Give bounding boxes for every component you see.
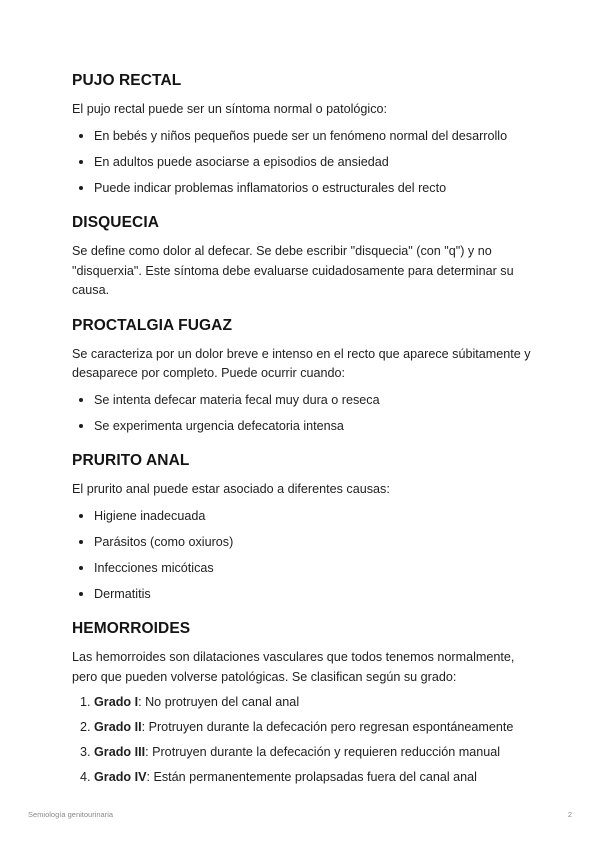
grade-label: Grado III: [94, 745, 146, 759]
list-item: [94, 768, 532, 788]
footer-document-title: Semiología genitourinaria: [28, 810, 114, 819]
section-intro: El prurito anal puede estar asociado a diferentes causas:: [72, 482, 390, 496]
list-item: • Infecciones micóticas: [94, 558, 532, 579]
numbered-list: [72, 693, 532, 788]
section-title: HEMORROIDES: [72, 620, 191, 637]
section-intro: El pujo rectal puede ser un síntoma normal o patológico:: [72, 102, 388, 116]
grade-text: : No protruyen del canal anal: [138, 695, 300, 709]
section-intro: Las hemorroides son dilataciones vasculares que todos tenemos normalmente, pero que pueden volverse patológicas. Se clasifican según su grado:: [72, 650, 515, 684]
grade-text: : Están permanentemente prolapsadas fuera del canal anal: [146, 770, 477, 784]
section-title: DISQUECIA: [72, 214, 160, 231]
section-title: PUJO RECTAL: [72, 72, 182, 89]
section-hemorroides: [72, 618, 532, 788]
list-item: • En bebés y niños pequeños puede ser un fenómeno normal del desarrollo: [94, 126, 532, 147]
list-item: • Se intenta defecar materia fecal muy dura o reseca: [94, 390, 532, 411]
list-item: • En adultos puede asociarse a episodios de ansiedad: [94, 152, 532, 173]
grade-label: Grado II: [94, 720, 142, 734]
grade-label: Grado IV: [94, 770, 147, 784]
bullet-list: [72, 506, 532, 605]
grade-text: : Protruyen durante la defecación y requieren reducción manual: [145, 745, 501, 759]
section-body: Se define como dolor al defecar. Se debe escribir "disquecia" (con "q") y no "disquerxia". Este síntoma debe evaluarse cuidadosamente para determinar su causa.: [72, 244, 514, 297]
list-item: [94, 718, 532, 738]
list-item: • Se experimenta urgencia defecatoria intensa: [94, 416, 532, 437]
grade-label: Grado I: [94, 695, 139, 709]
document-page: [72, 70, 532, 802]
list-item: [94, 693, 532, 713]
section-pujo-rectal: [72, 70, 532, 198]
list-item: • Dermatitis: [94, 584, 532, 605]
footer-page-number: 2: [567, 810, 572, 819]
bullet-list: [72, 390, 532, 437]
section-proctalgia-fugaz: [72, 315, 532, 437]
grade-text: : Protruyen durante la defecación pero regresan espontáneamente: [141, 720, 514, 734]
section-title: PRURITO ANAL: [72, 452, 190, 469]
section-disquecia: [72, 212, 532, 301]
bullet-list: [72, 126, 532, 199]
section-intro: Se caracteriza por un dolor breve e intenso en el recto que aparece súbitamente y desaparece por completo. Puede ocurrir cuando:: [72, 346, 531, 380]
list-item: • Parásitos (como oxiuros): [94, 532, 532, 553]
section-prurito-anal: [72, 450, 532, 604]
list-item: [94, 743, 532, 763]
list-item: • Higiene inadecuada: [94, 506, 532, 527]
section-title: PROCTALGIA FUGAZ: [72, 316, 233, 334]
list-item: • Puede indicar problemas inflamatorios o estructurales del recto: [94, 178, 532, 199]
